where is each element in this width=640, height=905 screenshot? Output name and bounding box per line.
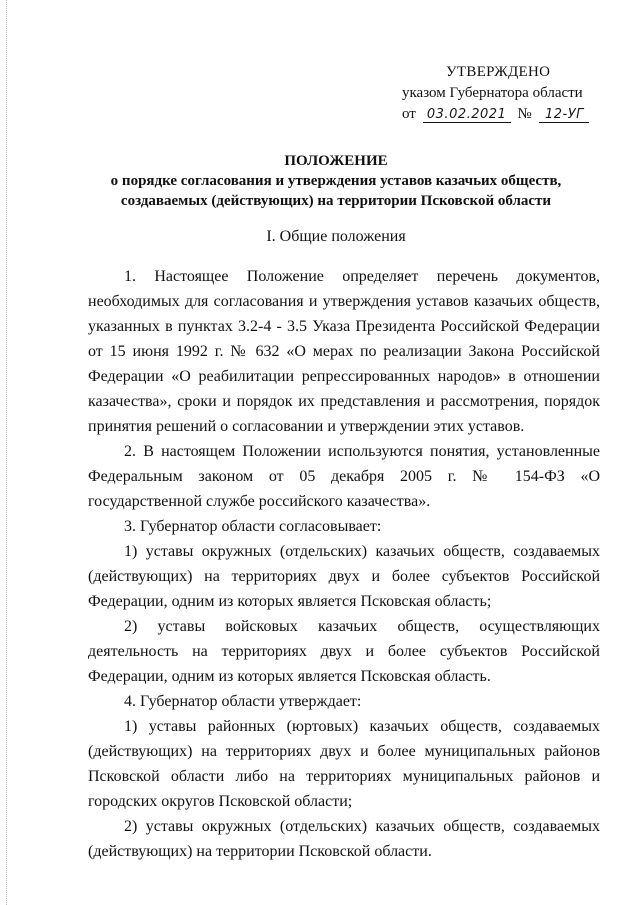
paragraph: 1) уставы окружных (отдельских) казачьих обществ, создаваемых (действующих) на территориях двух и более субъектов Российской Федерации, одним из которых является Псковская область; [88, 543, 600, 610]
document-subtitle-line-2: создаваемых (действующих) на территории Псковской области [120, 193, 552, 209]
approval-stamp-block [402, 62, 632, 125]
paragraph: 3. Губернатор области согласовывает: [124, 518, 382, 535]
paragraph: 2) уставы войсковых казачьих обществ, осуществляющих деятельность на территориях двух и более субъектов Российской Федерации, одним из которых является Псковская область. [88, 618, 600, 685]
document-title-block [88, 151, 584, 211]
scan-edge-line [6, 0, 7, 905]
document-body [88, 264, 600, 864]
paragraph: 1. Настоящее Положение определяет перечень документов, необходимых для согласования и утверждения уставов казачьих обществ, указанных в пунктах 3.2-4 - 3.5 Указа Президента Российской Федерации от 15 июня 1992 г. № 632 «О мерах по реализации Закона Российской Федерации «О реабилитации репрессированных народов» в отношении казачества», сроки и порядок их представления и рассмотрения, порядок принятия решений о согласовании и утверждении этих уставов. [88, 268, 600, 435]
approved-by-text: указом Губернатора области [402, 85, 583, 101]
section-title: I. Общие положения [266, 228, 406, 245]
paragraph: 4. Губернатор области утверждает: [124, 693, 362, 710]
handwritten-number: 12-УГ [539, 107, 589, 123]
handwritten-date: 03.02.2021 [423, 107, 511, 123]
from-label: от [402, 106, 416, 122]
document-heading: ПОЛОЖЕНИЕ [284, 153, 388, 169]
paragraph: 2. В настоящем Положении используются понятия, установленные Федеральным законом от 05 декабря 2005 г. № 154-ФЗ «О государственной службе российского казачества». [88, 443, 600, 510]
document-subtitle-line-1: о порядке согласования и утверждения уставов казачьих обществ, [110, 173, 562, 189]
paragraph: 1) уставы районных (юртовых) казачьих обществ, создаваемых (действующих) на территориях двух и более муниципальных районов Псковской области либо на территориях муниципальных районов и городских округов Псковской области; [88, 718, 600, 810]
approval-date-row [402, 104, 632, 125]
approved-label: УТВЕРЖДЕНО [446, 64, 551, 80]
paragraph: 2) уставы окружных (отдельских) казачьих обществ, создаваемых (действующих) на территории Псковской области. [88, 818, 600, 860]
number-sign: № [517, 106, 532, 122]
